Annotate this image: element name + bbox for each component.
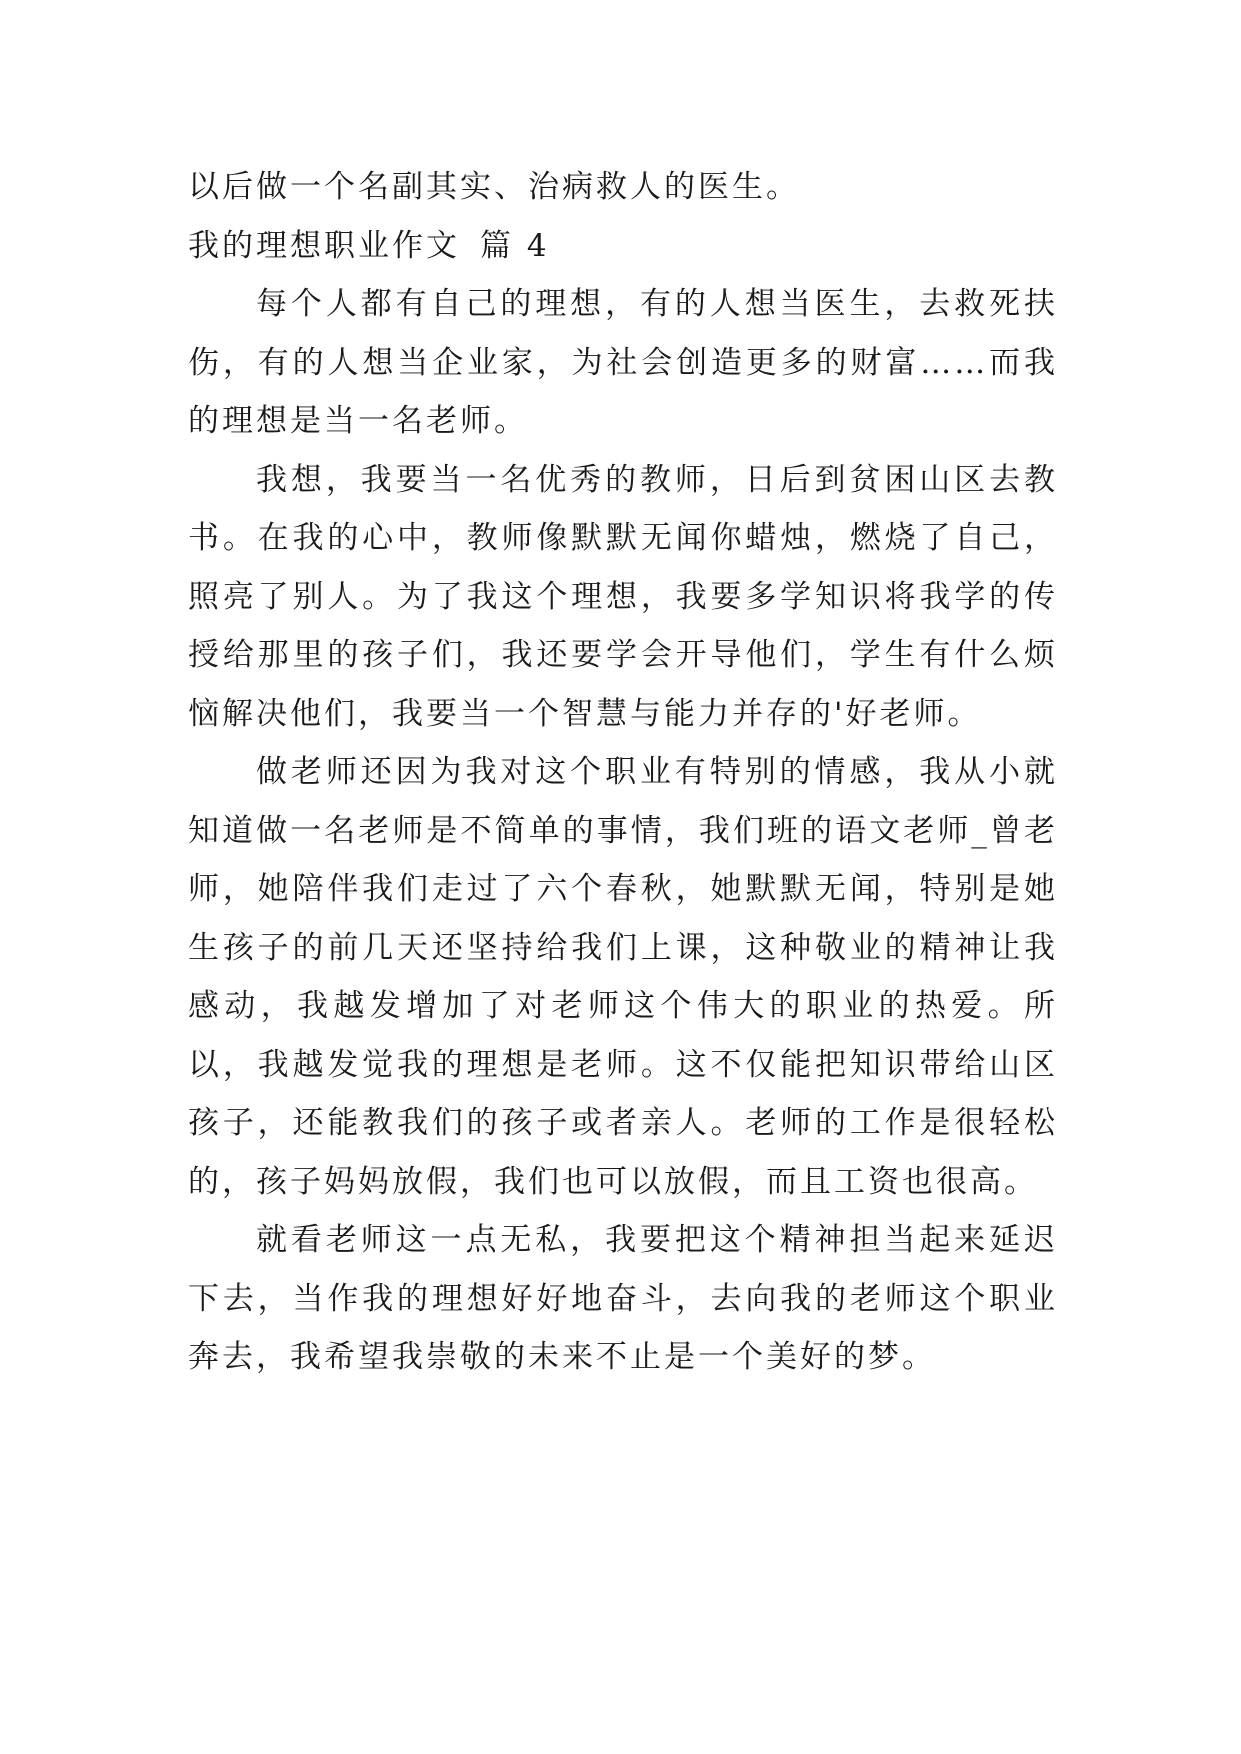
section-part-label: 篇 4 [480, 227, 550, 264]
section-heading [188, 217, 1058, 276]
section-title: 我的理想职业作文 [188, 227, 460, 264]
paragraph-1: 每个人都有自己的理想，有的人想当医生，去救死扶伤，有的人想当企业家，为社会创造更多的财富……而我的理想是当一名老师。 [188, 286, 1058, 439]
paragraph-2: 我想，我要当一名优秀的教师，日后到贫困山区去教书。在我的心中，教师像默默无闻你蜡烛，燃烧了自己，照亮了别人。为了我这个理想，我要多学知识将我学的传授给那里的孩子们，我还要学会开导他们，学生有什么烦恼解决他们，我要当一个智慧与能力并存的'好老师。 [188, 461, 1058, 732]
document-body [188, 158, 1058, 1387]
paragraph-4: 就看老师这一点无私，我要把这个精神担当起来延迟下去，当作我的理想好好地奋斗，去向我的老师这个职业奔去，我希望我崇敬的未来不止是一个美好的梦。 [188, 1222, 1058, 1375]
continuation-line: 以后做一个名副其实、治病救人的医生。 [188, 169, 800, 205]
paragraph-3: 做老师还因为我对这个职业有特别的情感，我从小就知道做一名老师是不简单的事情，我们班的语文老师_曾老师，她陪伴我们走过了六个春秋，她默默无闻，特别是她生孩子的前几天还坚持给我们上课，这种敬业的精神让我感动，我越发增加了对老师这个伟大的职业的热爱。所以，我越发觉我的理想是老师。这不仅能把知识带给山区孩子，还能教我们的孩子或者亲人。老师的工作是很轻松的，孩子妈妈放假，我们也可以放假，而且工资也很高。 [188, 754, 1058, 1200]
